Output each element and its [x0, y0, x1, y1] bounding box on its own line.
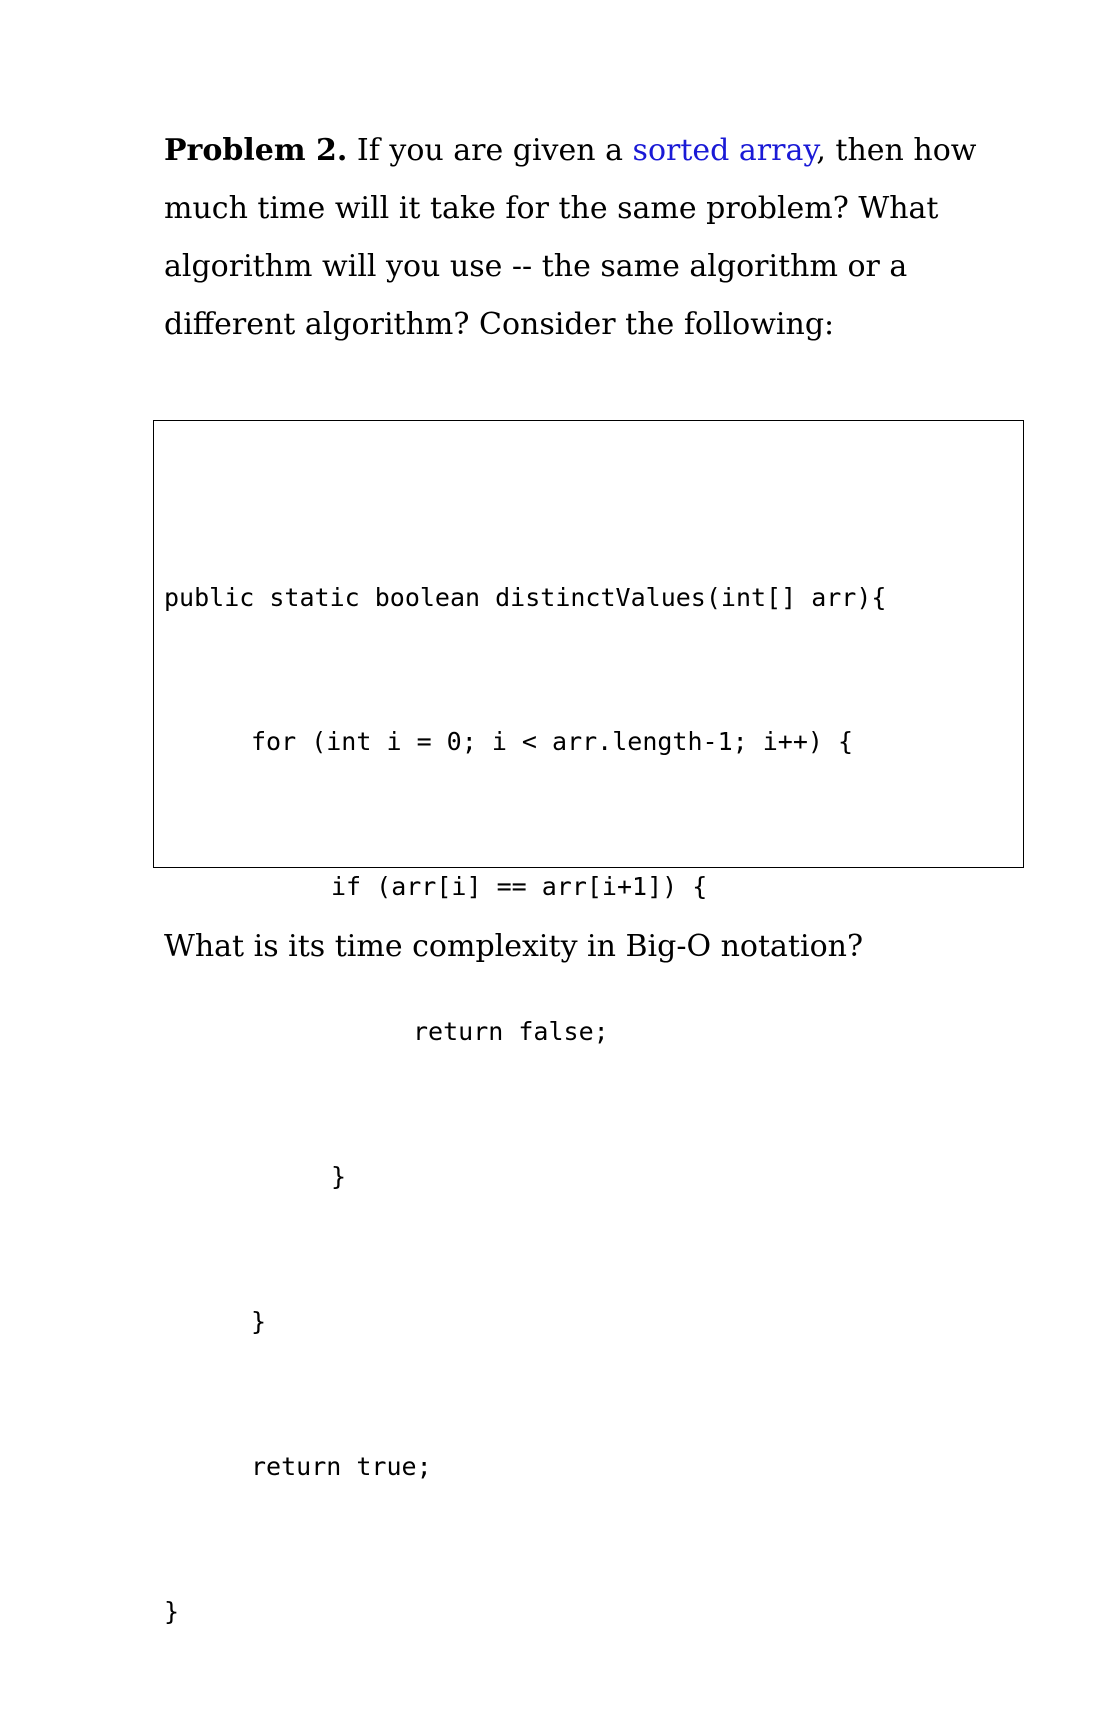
code-line-signature: public static boolean distinctValues(int[] arr){ [164, 582, 887, 612]
code-line-for: for (int i = 0; i < arr.length-1; i++) { [251, 727, 854, 757]
problem-text-after: , then how much time will it take for the same problem? What algorithm will you use -- the same algorithm or a different algorithm? Consider the following: [164, 133, 977, 342]
code-line-close-method: } [164, 1596, 180, 1626]
problem-paragraph [164, 122, 984, 354]
code-line-if: if (arr[i] == arr[i+1]) { [331, 872, 708, 902]
code-line-close-for: } [251, 1307, 267, 1337]
problem-label: Problem 2. [164, 133, 348, 168]
code-block [164, 477, 886, 1733]
code-line-close-if: } [331, 1162, 347, 1192]
problem-text-before: If you are given a [347, 133, 633, 168]
code-line-return-false: return false; [413, 1017, 609, 1047]
question-text: What is its time complexity in Big-O notation? [164, 929, 864, 964]
sorted-array-highlight: sorted array [632, 133, 817, 168]
code-line-return-true: return true; [251, 1451, 432, 1481]
